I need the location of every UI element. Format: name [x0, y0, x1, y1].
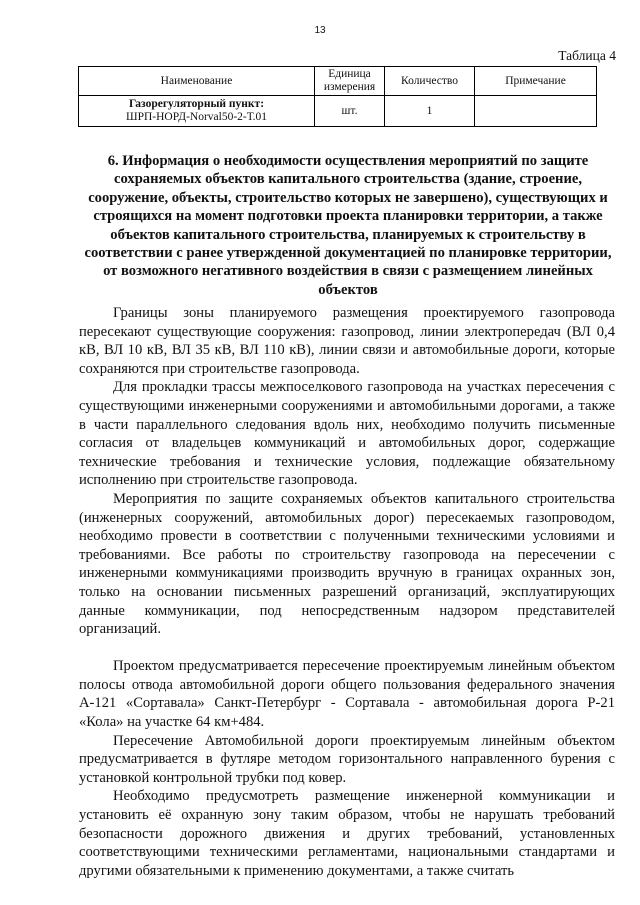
section-heading: 6. Информация о необходимости осуществления мероприятий по защите сохраняемых объектов капитального строительства (здание, строение, сооружение, объекты, строительство которых не завершено), существующих и строящихся на момент подготовки проекта планировки территории, а также объектов капитального строительства, планируемых к строительству в соответствии с ранее утвержденной документацией по планировке территории, от возможного негативного воздействия в связи с размещением линейных объектов — [84, 153, 612, 298]
cell-note — [475, 96, 597, 127]
cell-quantity: 1 — [385, 96, 475, 127]
cell-name-line2: ШРП-НОРД-Norval50-2-Т.01 — [125, 111, 268, 123]
equipment-table — [78, 66, 597, 127]
paragraph: Необходимо предусмотреть размещение инженерной коммуникации и установить её охранную зону таким образом, чтобы не нарушать требований безопасности дорожного движения и других требований, установленных соответствующими техническими регламентами, национальными стандартами и другими обязательными к применению документами, а также считать — [79, 788, 615, 879]
paragraph: Пересечение Автомобильной дороги проектируемым линейным объектом предусматривается в футляре методом горизонтального направленного бурения с установкой контрольной трубки под ковер. — [79, 732, 615, 786]
table-header-row — [79, 67, 597, 96]
page-number: 13 — [314, 25, 326, 36]
table-caption: Таблица 4 — [558, 48, 616, 63]
paragraph: Для прокладки трассы межпоселкового газопровода на участках пересечения с существующими инженерными сооружениями и автомобильными дорогами, а также в части параллельного следования вдоль них, необходимо получить письменные согласия от владельцев коммуникаций и автомобильных дорог, содержащие технические требования и технические условия, подлежащие обязательному исполнению при строительстве газопровода. — [79, 379, 615, 489]
paragraph: Проектом предусматривается пересечение проектируемым линейным объектом полосы отвода автомобильной дороги общего пользования федерального значения А-121 «Сортавала» Санкт-Петербург - Сортавала - автомобильная дорога Р-21 «Кола» на участке 64 км+484. — [79, 658, 615, 731]
header-note: Примечание — [475, 67, 597, 96]
header-quantity: Количество — [385, 67, 475, 96]
cell-name-line1: Газорегуляторный пункт: — [128, 98, 265, 110]
paragraph: Мероприятия по защите сохраняемых объектов капитального строительства (инженерных сооружений, автомобильных дорог) пересекаемых газопроводом, необходимо провести в соответствии с полученными техническими условиями и требованиями. Все работы по строительству газопровода на пересечении с инженерными коммуникациями производить вручную в границах охранных зон, только на основании письменных разрешений организаций, эксплуатирующих данные коммуникации, под непосредственным надзором представителей организаций. — [79, 490, 615, 638]
body-text — [79, 304, 615, 880]
header-name: Наименование — [79, 67, 315, 96]
paragraph: Границы зоны планируемого размещения проектируемого газопровода пересекают существующие сооружения: газопровод, линии электропередач (ВЛ 0,4 кВ, ВЛ 10 кВ, ВЛ 35 кВ, ВЛ 110 кВ), линии связи и автомобильные дороги, которые сохраняются при строительстве газопровода. — [79, 305, 615, 377]
cell-name — [79, 96, 315, 127]
header-unit: Единица измерения — [315, 67, 385, 96]
table-row — [79, 96, 597, 127]
cell-unit: шт. — [315, 96, 385, 127]
